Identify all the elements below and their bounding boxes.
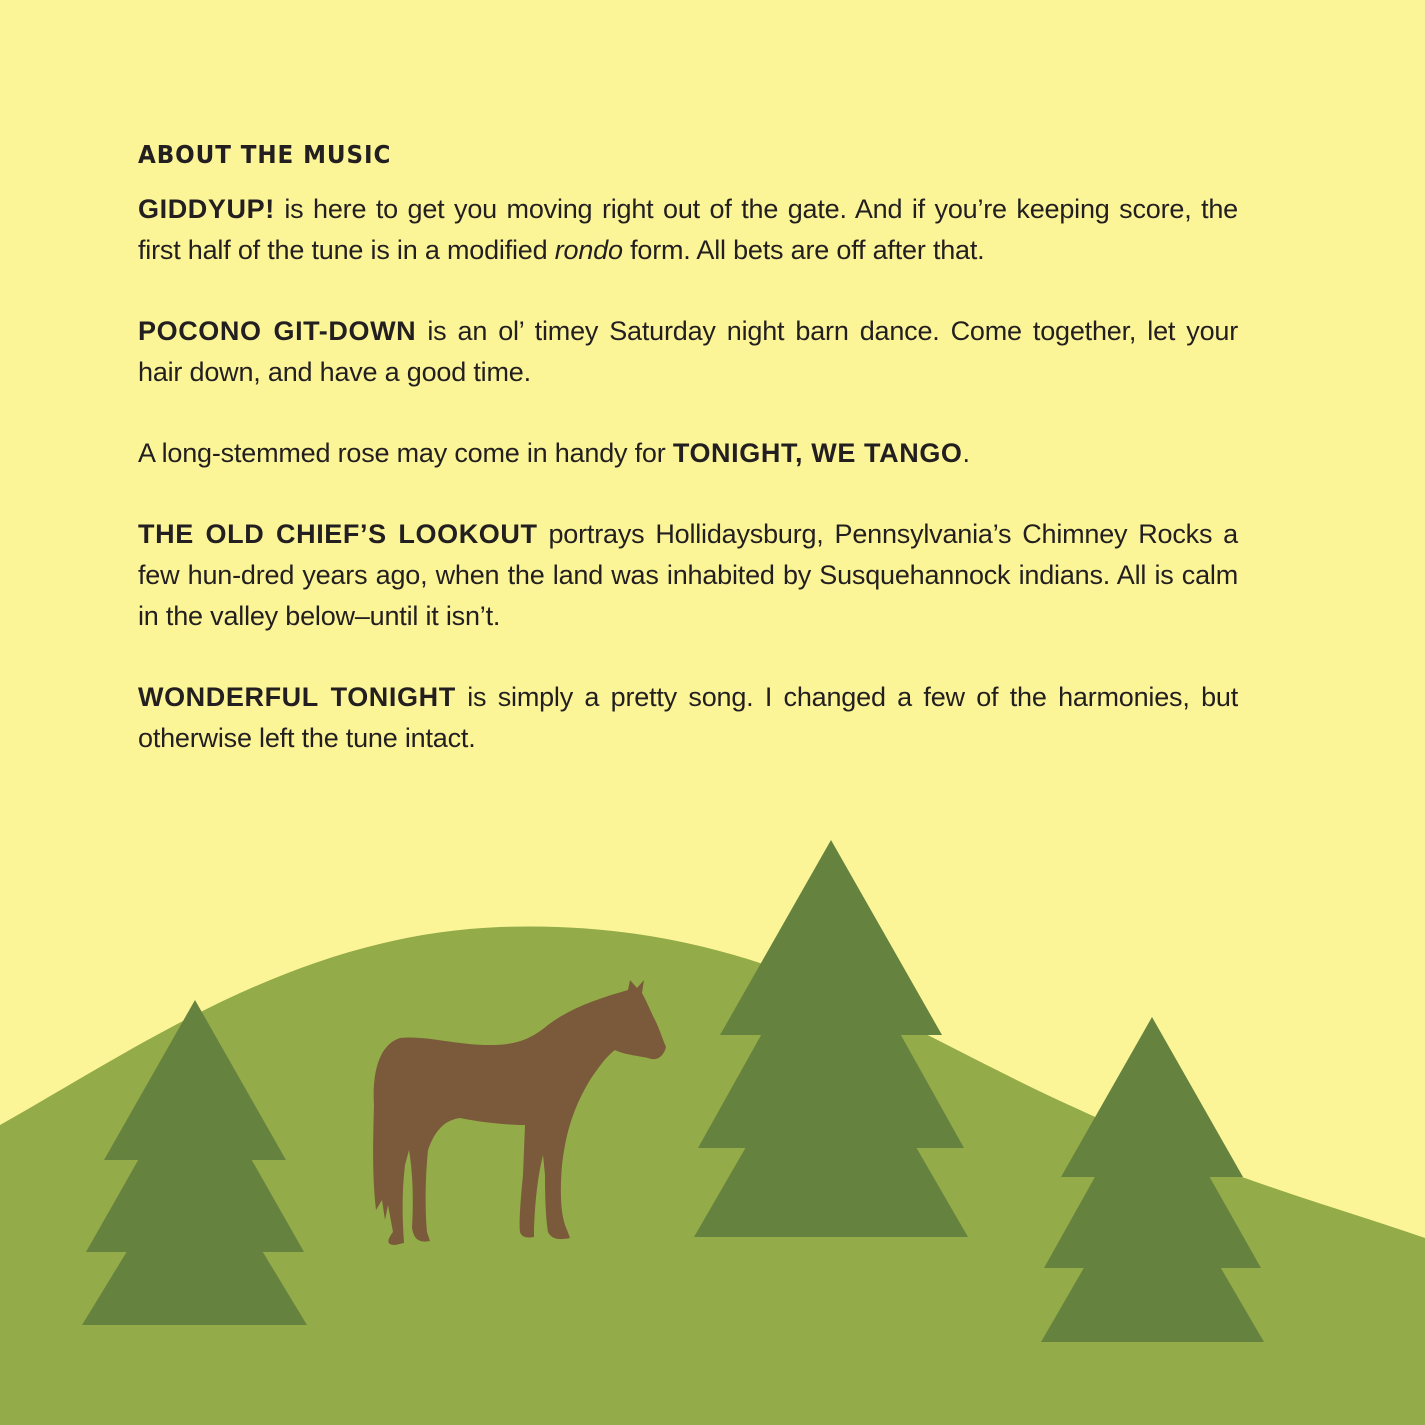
- paragraph-text: A long-stemmed rose may come in handy for: [138, 438, 673, 468]
- paragraph-giddyup: [138, 189, 1238, 271]
- tree-right: [1041, 1017, 1264, 1342]
- section-heading: ABOUT THE MUSIC: [138, 140, 392, 169]
- tree-left: [82, 1000, 307, 1325]
- paragraph-tango: [138, 433, 1238, 474]
- song-title-pocono: POCONO GIT-DOWN: [138, 316, 417, 346]
- paragraph-text: is an ol’ timey Saturday night barn dance. Come together, let your hair down, and have a good time.: [138, 316, 1238, 387]
- song-title-wonderful: WONDERFUL TONIGHT: [138, 682, 456, 712]
- paragraph-text: portrays Hollidaysburg, Pennsylvania’s Chimney Rocks a few hun-dred years ago, when the land was inhabited by Susquehannock indians. All is calm in the valley below–until it isn’t.: [138, 519, 1238, 631]
- paragraph-text: is here to get you moving right out of the gate. And if you’re keeping score, the first half of the tune is in a modified: [138, 194, 1238, 265]
- paragraph-pocono: [138, 311, 1238, 393]
- tree-center: [694, 840, 968, 1237]
- song-title-lookout: THE OLD CHIEF’S LOOKOUT: [138, 519, 538, 549]
- paragraph-lookout: [138, 514, 1238, 637]
- paragraph-text: is simply a pretty song. I changed a few of the harmonies, but otherwise left the tune intact.: [138, 682, 1238, 753]
- hill: [0, 926, 1425, 1425]
- paragraph-text: form. All bets are off after that.: [622, 235, 985, 265]
- song-title-giddyup: GIDDYUP!: [138, 194, 275, 224]
- paragraph-wonderful: [138, 677, 1238, 759]
- paragraph-text: .: [962, 438, 970, 468]
- horse-silhouette: [373, 980, 666, 1245]
- about-music-section: [138, 140, 1238, 799]
- song-title-tango: TONIGHT, WE TANGO: [672, 438, 963, 468]
- emphasis-rondo: rondo: [554, 235, 623, 265]
